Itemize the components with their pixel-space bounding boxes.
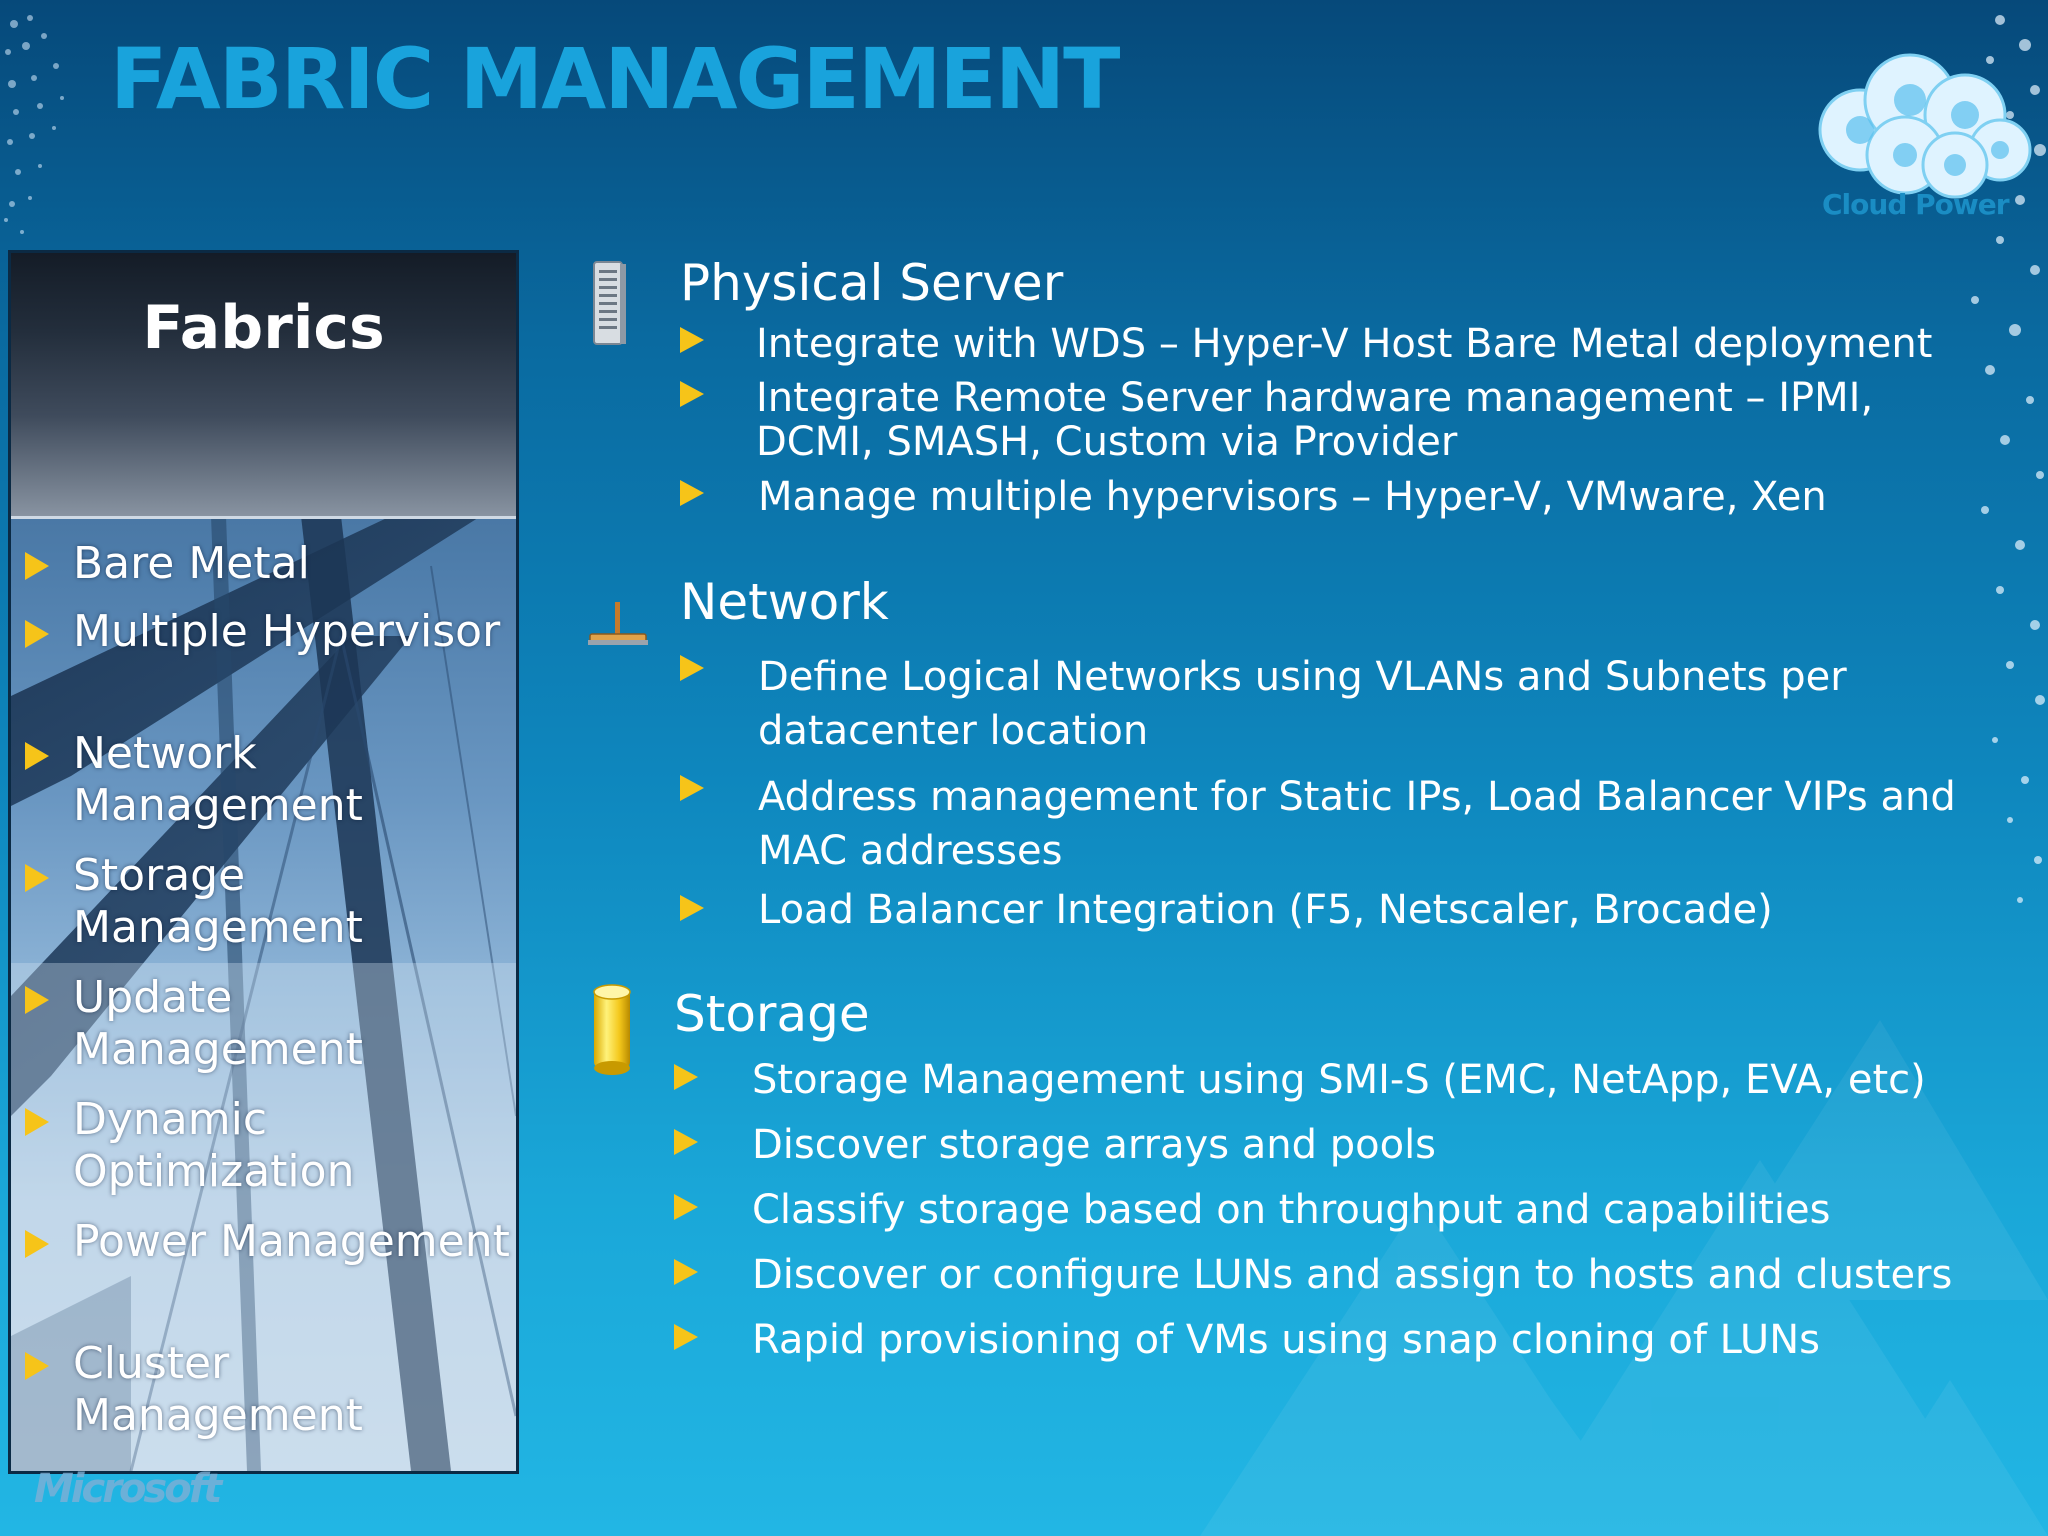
storage-bullet-1: Storage Management using SMI-S (EMC, NetApp, EVA, etc) <box>752 1057 1926 1103</box>
storage-bullet-2: Discover storage arrays and pools <box>752 1122 1437 1168</box>
fabric-item-label: Update Management <box>73 972 363 1075</box>
bullet-arrow-icon <box>680 381 704 407</box>
fabric-item-label: Cluster Management <box>73 1338 363 1441</box>
bullet-arrow-icon <box>674 1194 698 1220</box>
network-bullet-2: Address management for Static IPs, Load Balancer VIPs and MAC addresses <box>758 774 1956 874</box>
bullet-arrow-icon <box>674 1064 698 1090</box>
storage-bullet-3: Classify storage based on throughput and capabilities <box>752 1187 1831 1233</box>
fabrics-panel-title: Fabrics <box>142 293 385 363</box>
fabric-item-label: Storage Management <box>73 850 363 953</box>
bullet-arrow-icon <box>674 1259 698 1285</box>
bullet-arrow-icon <box>25 1230 49 1258</box>
fabric-item-label: Power Management <box>73 1216 510 1267</box>
fabrics-panel-header <box>11 253 516 519</box>
storage-cylinder-icon <box>588 980 638 1080</box>
microsoft-logo: Microsoft <box>34 1466 220 1512</box>
cloud-power-logo-text: Cloud Power <box>1822 188 2009 221</box>
bullet-arrow-icon <box>680 655 704 681</box>
storage-bullet-4: Discover or configure LUNs and assign to hosts and clusters <box>752 1252 1953 1298</box>
bullet-arrow-icon <box>674 1324 698 1350</box>
bullet-arrow-icon <box>25 620 49 648</box>
bullet-arrow-icon <box>680 480 704 506</box>
slide-title: FABRIC MANAGEMENT <box>110 30 1119 128</box>
bullet-arrow-icon <box>680 327 704 353</box>
bullet-arrow-icon <box>680 895 704 921</box>
section-title-physical-server: Physical Server <box>680 254 1064 312</box>
network-bullet-1: Define Logical Networks using VLANs and Subnets per datacenter location <box>758 654 1847 754</box>
storage-bullet-5: Rapid provisioning of VMs using snap cloning of LUNs <box>752 1317 1820 1363</box>
fabric-item-label: Multiple Hypervisor <box>73 606 501 657</box>
physical-server-bullet-3: Manage multiple hypervisors – Hyper-V, VMware, Xen <box>758 474 1827 520</box>
bullet-arrow-icon <box>25 1352 49 1380</box>
section-title-network: Network <box>680 573 889 631</box>
bullet-arrow-icon <box>25 864 49 892</box>
network-icon <box>586 600 650 650</box>
bullet-arrow-icon <box>680 775 704 801</box>
server-icon <box>590 258 630 350</box>
bullet-arrow-icon <box>25 1108 49 1136</box>
fabric-item-label: Dynamic Optimization <box>73 1094 355 1197</box>
bullet-arrow-icon <box>25 742 49 770</box>
bullet-arrow-icon <box>25 552 49 580</box>
section-title-storage: Storage <box>674 985 870 1043</box>
physical-server-bullet-1: Integrate with WDS – Hyper-V Host Bare Metal deployment <box>756 321 1933 367</box>
bullet-arrow-icon <box>674 1129 698 1155</box>
bullet-arrow-icon <box>25 986 49 1014</box>
network-bullet-3: Load Balancer Integration (F5, Netscaler, Brocade) <box>758 887 1773 933</box>
fabric-item-label: Bare Metal <box>73 538 310 589</box>
fabrics-panel <box>8 250 519 1474</box>
physical-server-bullet-2: Integrate Remote Server hardware management – IPMI, DCMI, SMASH, Custom via Provider <box>756 375 1874 465</box>
fabric-item-label: Network Management <box>73 728 363 831</box>
